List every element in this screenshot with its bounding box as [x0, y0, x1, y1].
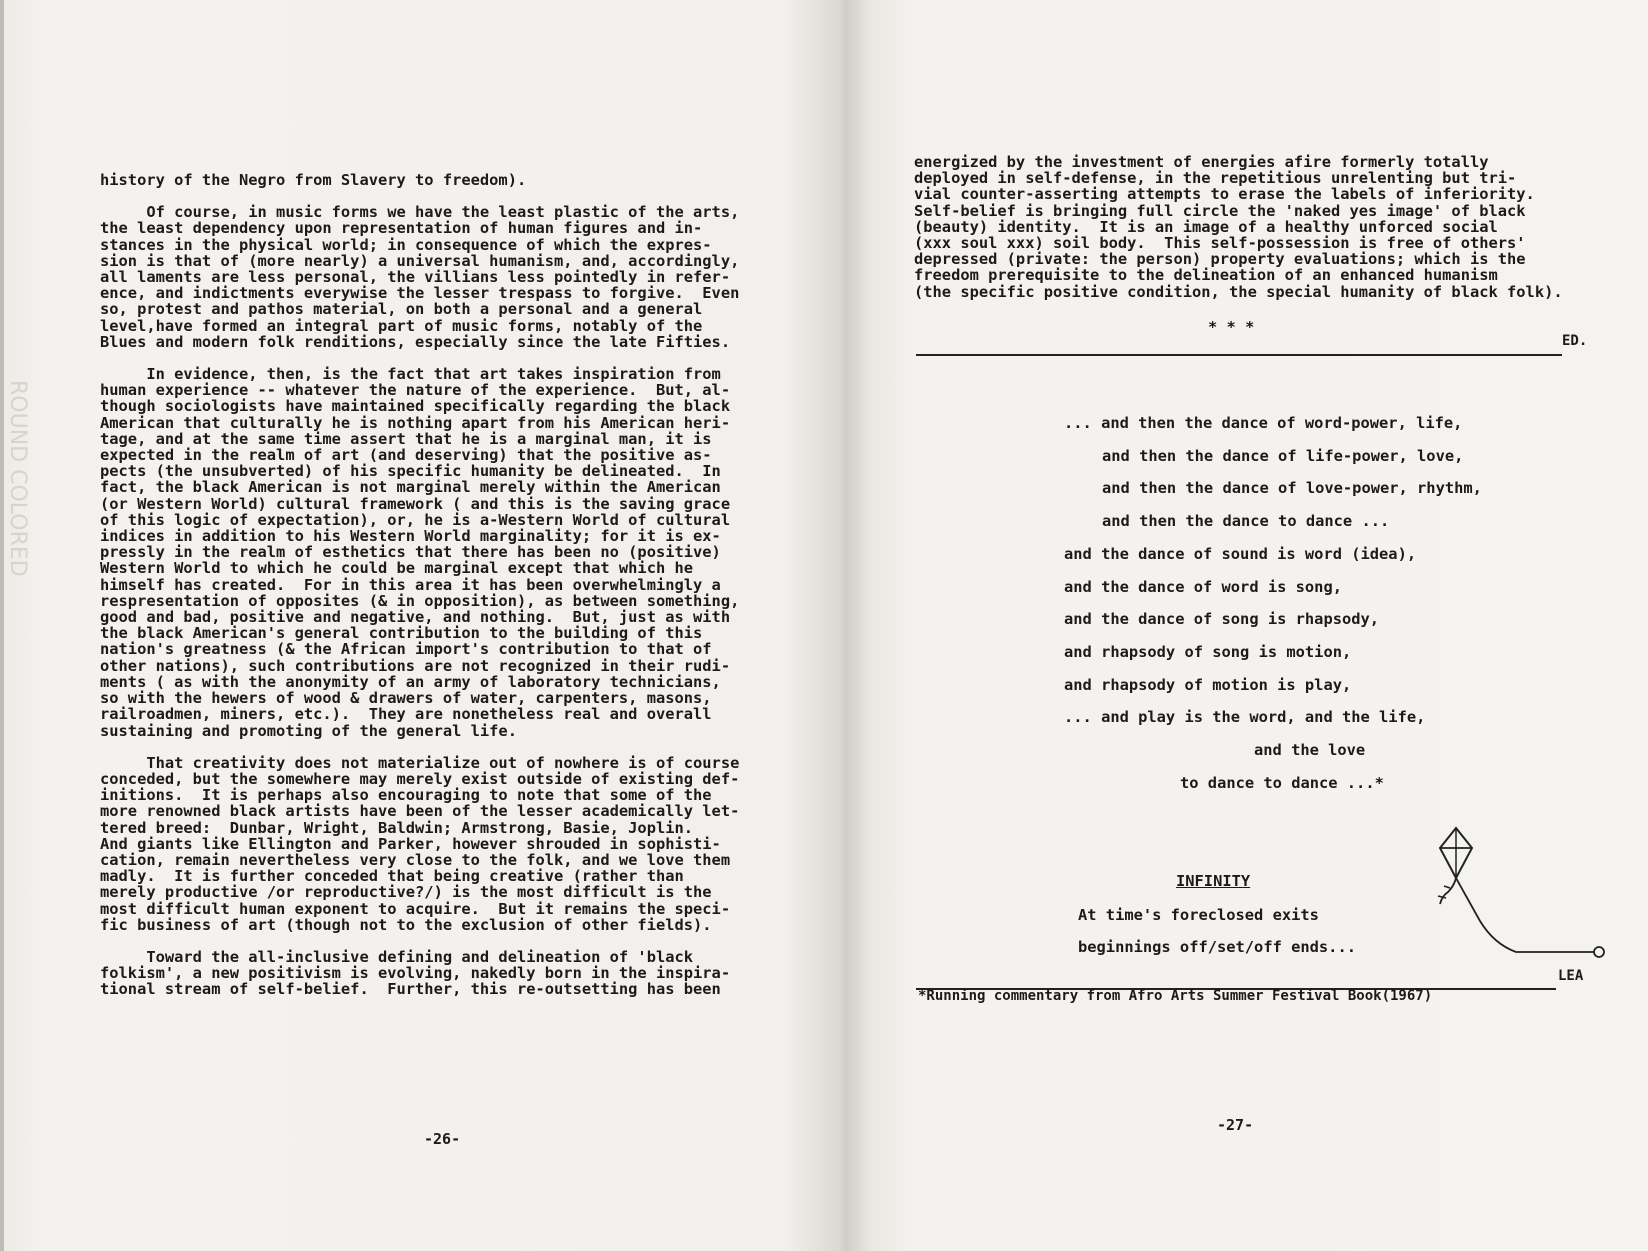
separator-stars: * * *	[1208, 318, 1255, 336]
kite-drawing	[1428, 826, 1608, 976]
footnote: *Running commentary from Afro Arts Summer Festival Book(1967)	[918, 988, 1433, 1004]
text-line: Blues and modern folk renditions, especially since the late Fifties.	[100, 332, 731, 351]
poem-line: and then the dance to dance ...	[1102, 512, 1390, 531]
text-line: Self-belief is bringing full circle the 'naked yes image' of black	[914, 201, 1526, 220]
text-line: respresentation of opposites (& in opposition), as between something,	[100, 591, 740, 610]
bleed-through-mark: ROUND COLORED	[5, 380, 30, 577]
text-line: And giants like Ellington and Parker, however shrouded in sophisti-	[100, 834, 721, 853]
text-line: cation, remain nevertheless very close to the folk, and we love them	[100, 850, 731, 869]
text-line: initions. It is perhaps also encouraging to note that some of the	[100, 786, 712, 805]
left-page-body	[100, 172, 790, 1014]
poem-line: and the love	[1254, 741, 1366, 759]
text-line: folkism', a new positivism is evolving, nakedly born in the inspira-	[100, 964, 731, 983]
text-line: all laments are less personal, the villians less pointedly in refer-	[100, 268, 731, 287]
poem-line: ... and play is the word, and the life,	[1064, 708, 1426, 727]
text-line: (xxx soul xxx) soil body. This self-possession is free of others'	[914, 234, 1526, 253]
text-line: more renowned black artists have been of the lesser academically let-	[100, 802, 740, 821]
text-line: pressly in the realm of esthetics that there has been no (positive)	[100, 543, 721, 562]
page-number-right: -27-	[1217, 1116, 1254, 1134]
poem-line: ... and then the dance of word-power, life,	[1064, 414, 1463, 432]
text-line: deployed in self-defense, in the repetitious unrelenting but tri-	[914, 169, 1517, 188]
text-line: sion is that of (more nearly) a universal humanism, and, accordingly,	[100, 251, 740, 270]
text-line: ments ( as with the anonymity of an army of laboratory technicians,	[100, 672, 721, 691]
text-line: merely productive /or reproductive?/) is the most difficult is the	[100, 883, 712, 902]
text-line: ence, and indictments everywise the lesser trespass to forgive. Even	[100, 284, 740, 303]
separator-rule	[916, 354, 1562, 356]
text-line: of this logic of expectation), or, he is a-Western World of cultural	[100, 510, 731, 529]
text-line: conceded, but the somewhere may merely exist outside of existing def-	[100, 769, 740, 788]
text-line: (beauty) identity. It is an image of a healthy unforced social	[914, 217, 1498, 236]
text-line: (or Western World) cultural framework ( and this is the saving grace	[100, 494, 731, 513]
text-line: Western World to which he could be marginal except that which he	[100, 559, 694, 578]
poem-line: and rhapsody of song is motion,	[1064, 642, 1352, 661]
page-number-left: -26-	[424, 1130, 461, 1148]
text-line: other nations), such contributions are not recognized in their rudi-	[100, 656, 731, 675]
poem-line: and the dance of song is rhapsody,	[1064, 610, 1380, 629]
text-line: pects (the unsubverted) of his specific humanity be delineated. In	[100, 462, 721, 481]
text-line: fic business of art (though not to the exclusion of other fields).	[100, 915, 712, 934]
left-paragraph-2	[100, 204, 790, 350]
poem-line: and the dance of sound is word (idea),	[1064, 544, 1417, 563]
text-line: history of the Negro from Slavery to freedom).	[100, 171, 527, 189]
text-line: sustaining and promoting of the general life.	[100, 721, 517, 740]
infinity-line-2: beginnings off/set/off ends...	[1078, 938, 1356, 956]
poem-line: and then the dance of life-power, love,	[1102, 446, 1464, 465]
poem-line: and the dance of word is song,	[1064, 577, 1342, 596]
poet-signature: LEA	[1558, 968, 1584, 984]
text-line: vial counter-asserting attempts to erase the labels of inferiority.	[914, 185, 1535, 204]
text-line: (the specific positive condition, the special humanity of black folk).	[914, 282, 1563, 301]
text-line: indices in addition to his Western World marginality; for it is ex-	[100, 527, 721, 546]
infinity-line-1: At time's foreclosed exits	[1078, 906, 1319, 924]
text-line: though sociologists have maintained specifically regarding the black	[100, 397, 731, 416]
text-line: nation's greatness (& the African import's contribution to that of	[100, 640, 712, 659]
left-paragraph-5	[100, 949, 790, 998]
right-page-body	[914, 154, 1594, 300]
text-line: expected in the realm of art (and deserving) that the positive as-	[100, 446, 712, 465]
text-line: In evidence, then, is the fact that art takes inspiration from	[100, 365, 721, 384]
text-line: American that culturally he is nothing apart from his American heri-	[100, 413, 731, 432]
text-line: railroadmen, miners, etc.). They are nonetheless real and overall	[100, 705, 712, 724]
left-paragraph-3	[100, 366, 790, 739]
text-line: so with the hewers of wood & drawers of water, carpenters, masons,	[100, 689, 712, 708]
text-line: tional stream of self-belief. Further, this re-outsetting has been	[100, 980, 721, 999]
text-line: stances in the physical world; in consequence of which the expres-	[100, 235, 712, 254]
text-line: human experience -- whatever the nature of the experience. But, al-	[100, 381, 731, 400]
text-line: so, protest and pathos material, on both a personal and a general	[100, 300, 703, 319]
infinity-title: INFINITY	[1176, 872, 1251, 890]
text-line: energized by the investment of energies afire formerly totally	[914, 153, 1489, 171]
right-paragraph	[914, 154, 1594, 300]
text-line: That creativity does not materialize out of nowhere is of course	[100, 753, 740, 772]
text-line: madly. It is further conceded that being creative (rather than	[100, 867, 684, 886]
text-line: Of course, in music forms we have the least plastic of the arts,	[100, 203, 740, 222]
text-line: freedom prerequisite to the delineation of an enhanced humanism	[914, 266, 1498, 285]
text-line: himself has created. For in this area it has been overwhelmingly a	[100, 575, 721, 594]
poem-line: and then the dance of love-power, rhythm,	[1102, 479, 1482, 498]
text-line: the least dependency upon representation of human figures and in-	[100, 219, 703, 238]
left-paragraph-1	[100, 172, 790, 188]
text-line: good and bad, positive and negative, and nothing. But, just as with	[100, 608, 731, 627]
text-line: fact, the black American is not marginal merely within the American	[100, 478, 721, 497]
text-line: the black American's general contribution to the building of this	[100, 624, 703, 643]
text-line: most difficult human exponent to acquire. But it remains the speci-	[100, 899, 731, 918]
left-paragraph-4	[100, 755, 790, 933]
text-line: tered breed: Dunbar, Wright, Baldwin; Armstrong, Basie, Joplin.	[100, 818, 694, 837]
text-line: level,have formed an integral part of music forms, notably of the	[100, 316, 703, 335]
poem-line: to dance to dance ...*	[1180, 773, 1384, 792]
editor-signature: ED.	[1562, 333, 1588, 349]
text-line: tage, and at the same time assert that he is a marginal man, it is	[100, 429, 712, 448]
text-line: Toward the all-inclusive defining and delineation of 'black	[100, 947, 694, 966]
text-line: depressed (private: the person) property evaluations; which is the	[914, 250, 1526, 269]
poem-line: and rhapsody of motion is play,	[1064, 675, 1352, 694]
